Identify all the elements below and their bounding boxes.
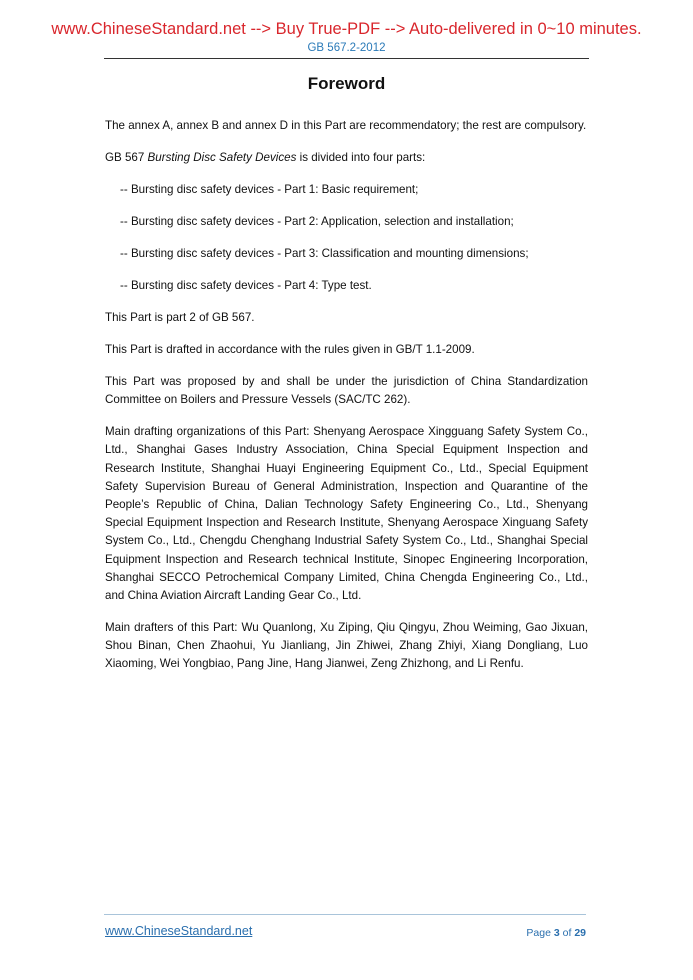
page-title: Foreword bbox=[307, 74, 386, 93]
text: Page bbox=[526, 927, 554, 939]
footer-divider bbox=[104, 914, 586, 915]
text: is divided into four parts: bbox=[296, 151, 426, 164]
document-body bbox=[105, 117, 588, 687]
paragraph-organizations: Main drafting organizations of this Part: Shenyang Aerospace Xingguang Safety System Co., Ltd., Shanghai Gases Industry Association, China Special Equipment Inspection and Research Institute, Shanghai Huayi Engineering Equipment Co., Ltd., Special Equipment Safety Supervision Bureau of General Administration, Inspection and Quarantine of the People’s Republic of China, Dalian Technology Safety Engineering Co., Ltd., Shenyang Special Equipment Inspection and Research Institute, Shenyang Aerospace Xinguang Safety System Co., Ltd., Chengdu Chenghang Industrial Safety System Co., Ltd., Shanghai Special Equipment Inspection and Research technical Institute, Sinopec Engineering Incorporation, Shanghai SECCO Petrochemical Company Limited, China Chengda Engineering Co., Ltd., and China Aviation Aircraft Landing Gear Co., Ltd. bbox=[105, 425, 588, 603]
list-item: -- Bursting disc safety devices - Part 2: Application, selection and installation; bbox=[120, 215, 514, 228]
paragraph-drafting-rules: This Part is drafted in accordance with the rules given in GB/T 1.1-2009. bbox=[105, 343, 475, 356]
footer-link[interactable]: www.ChineseStandard.net bbox=[105, 924, 253, 938]
text: of bbox=[559, 927, 575, 939]
page-indicator bbox=[526, 927, 586, 939]
text: GB 567 bbox=[105, 151, 148, 164]
paragraph-parts-intro bbox=[105, 149, 588, 167]
promo-banner[interactable]: www.ChineseStandard.net --> Buy True-PDF --> Auto-delivered in 0~10 minutes. bbox=[51, 20, 642, 38]
paragraph-annex: The annex A, annex B and annex D in this Part are recommendatory; the rest are compulsory. bbox=[105, 119, 587, 132]
paragraph-part-number: This Part is part 2 of GB 567. bbox=[105, 311, 255, 324]
total-pages: 29 bbox=[574, 927, 586, 939]
standard-title: Bursting Disc Safety Devices bbox=[147, 151, 297, 164]
current-page: 3 bbox=[553, 927, 560, 939]
list-item: -- Bursting disc safety devices - Part 1: Basic requirement; bbox=[120, 183, 419, 196]
standard-number: GB 567.2-2012 bbox=[307, 42, 386, 54]
paragraph-jurisdiction: This Part was proposed by and shall be under the jurisdiction of China Standardization Committee on Boilers and Pressure Vessels (SAC/TC 262). bbox=[105, 375, 588, 407]
list-item: -- Bursting disc safety devices - Part 3: Classification and mounting dimensions; bbox=[120, 247, 529, 260]
header-divider bbox=[104, 58, 589, 59]
list-item: -- Bursting disc safety devices - Part 4: Type test. bbox=[120, 279, 372, 292]
paragraph-drafters: Main drafters of this Part: Wu Quanlong, Xu Ziping, Qiu Qingyu, Zhou Weiming, Gao Jixuan, Shou Binan, Chen Zhaohui, Yu Jianliang, Jin Zhiwei, Zhang Zhiyi, Xiang Dongliang, Luo Xiaoming, Wei Yongbiao, Pang Jine, Hang Jianwei, Zeng Zhizhong, and Li Renfu. bbox=[105, 621, 588, 671]
